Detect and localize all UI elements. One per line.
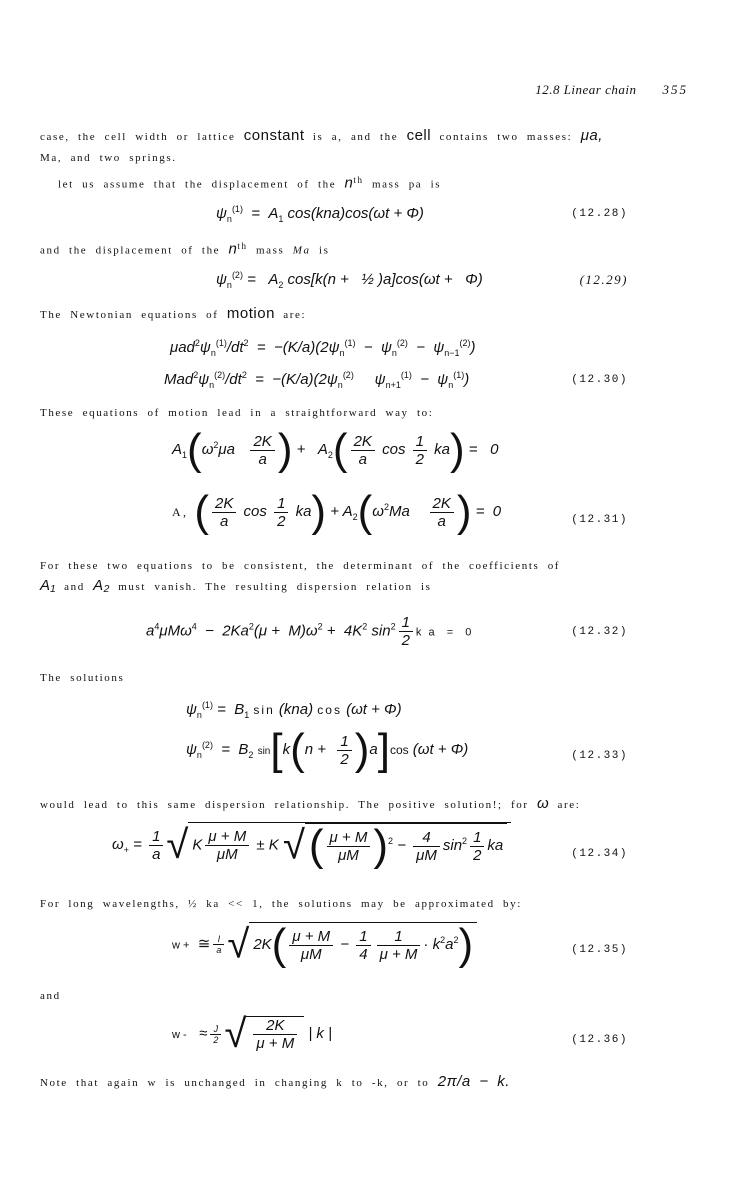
paragraph-8: would lead to this same dispersion relationship. The positive solution!; for ω are:: [40, 795, 581, 812]
equation-12-34: $\omega_+$ = $\frac{1}{a}$ √ K $\frac{\mu + M}{\mu M}$ ± K √( $\frac{\mu + M}{\mu M}$ )$^2$ − $\frac{4}{\mu M}$ $\sin^2$ $\frac{1}{2}$ ka: [112, 822, 511, 868]
eq-number-12-33: (12.33): [571, 750, 628, 762]
paragraph-9: For long wavelengths, ½ ka << 1, the solutions may be approximated by:: [40, 898, 522, 910]
equation-12-30-line2: $Mad^2\psi_n^{(2)}/dt^2 = -(K/a)(2\psi_n^{(2)}$ $\psi_{n+1}^{(1)} - \psi_n^{(1)}$): [164, 370, 470, 390]
paragraph-1: case, the cell width or lattice constant is a, and the cell contains two masses: μa,: [40, 127, 603, 144]
equation-12-36: w - ≈ $\frac{J}{2}$ √ $\frac{2K}{\mu + M}$ | k |: [172, 1012, 332, 1056]
paragraph-10: and: [40, 990, 61, 1002]
paragraph-6-cont: A₁ and A₂ must vanish. The resulting dispersion relation is: [40, 577, 432, 594]
equation-12-33-line1: $\psi_n^{(1)} = B_1$ sin (kna) cos (ωt + Φ): [186, 700, 402, 720]
paragraph-1-cont: Ma, and two springs.: [40, 152, 177, 164]
equation-12-31-line2: A , ( $\frac{2K}{a}$ cos $\frac{1}{2}$ $ka) + A_2(\omega^2Ma$ $\frac{2K}{a}$ ) = 0: [172, 487, 502, 536]
equation-12-35: w + ≅ $\frac{l}{a}$ √ 2K( $\frac{\mu + M}{\mu M}$ − $\frac{1}{4}$ $\frac{1}{\mu + M}$ · $k^2a^2$): [172, 922, 477, 967]
running-header: [535, 82, 688, 98]
eq-number-12-32: (12.32): [571, 626, 628, 638]
header-title: 12.8 Linear chain: [535, 82, 637, 97]
eq-number-12-34: (12.34): [571, 848, 628, 860]
paragraph-11: Note that again w is unchanged in changing k to -k, or to 2π/a − k.: [40, 1073, 510, 1090]
paragraph-6: For these two equations to be consistent, the determinant of the coefficients of: [40, 560, 561, 572]
paragraph-7: The solutions: [40, 672, 125, 684]
eq-number-12-30: (12.30): [571, 374, 628, 386]
paragraph-5: These equations of motion lead in a straightforward way to:: [40, 407, 434, 419]
paragraph-2: let us assume that the displacement of the $n^{th}$ mass pa is: [58, 174, 442, 192]
paragraph-3: and the displacement of the $n^{th}$ mass Ma is: [40, 240, 330, 258]
equation-12-32: $a^4\mu M\omega^4 - 2Ka^2(\mu + M)\omega^2 + 4K^2$ $\sin^2$ $\frac{1}{2}$ k a = 0: [146, 614, 474, 649]
page-number: 355: [662, 82, 688, 97]
equation-12-29: $\psi_n^{(2)} = A_2$ cos[k(n + ½ )a]cos(ωt + Φ): [216, 270, 483, 290]
eq-number-12-36: (12.36): [571, 1034, 628, 1046]
equation-12-31-line1: $A_1(\omega^2\mu a$ $\frac{2K}{a}$ ) + $A_2$( $\frac{2K}{a}$ cos $\frac{1}{2}$ ka) = 0: [172, 425, 499, 474]
eq-number-12-35: (12.35): [571, 944, 628, 956]
equation-12-28: $\psi_n^{(1)} = A_1$ cos(kna)cos(ωt + Φ): [216, 204, 424, 224]
eq-number-12-29: (12.29): [579, 272, 628, 287]
equation-12-33-line2: $\psi_n^{(2)} = B_2$ sin[k(n + $\frac{1}{2}$ )a]cos (ωt + Φ): [186, 725, 469, 774]
paragraph-4: The Newtonian equations of motion are:: [40, 305, 307, 322]
eq-number-12-31: (12.31): [571, 514, 628, 526]
eq-number-12-28: (12.28): [571, 208, 628, 220]
equation-12-30-line1: $\mu ad^2\psi_n^{(1)}/dt^2 = -(K/a)(2\psi_n^{(1)} - \psi_n^{(2)} - \psi_{n-1}^{(2)})$: [170, 338, 476, 358]
